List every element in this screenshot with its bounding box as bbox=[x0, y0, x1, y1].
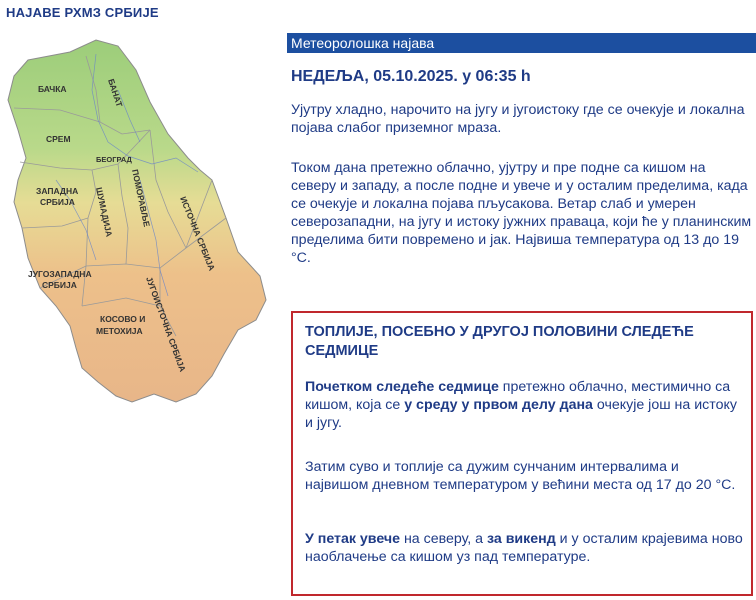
map-label-jugozapadna-srbija: СРБИЈА bbox=[42, 280, 77, 290]
outlook-p1-text2: очекује још на истоку и југу. bbox=[305, 397, 737, 431]
map-label-pomoravlje: ПОМОРАВЉЕ bbox=[130, 168, 153, 228]
outlook-p3-bold1: У петак увече bbox=[305, 531, 401, 547]
map-label-beograd: БЕОГРАД bbox=[96, 155, 132, 164]
map-label-jugozapadna: ЈУГОЗАПАДНА bbox=[28, 269, 92, 279]
outlook-paragraph-early-week bbox=[305, 378, 745, 432]
outlook-p3-bold2: за викенд bbox=[487, 531, 556, 547]
map-label-srem: СРЕМ bbox=[46, 134, 71, 144]
serbia-regions-map bbox=[0, 30, 270, 430]
forecast-paragraph-day: Током дана претежно облачно, ујутру и пре подне са кишом на северу и западу, а после подне и увече и у осталим пределима, када се очекује и локална појава пљусакова. Ветар слаб и умерен северозападни, на југу и истоку јужних праваца, који ће у планинским пределима бити повремено и јак. Највиша температура од 13 до 19 °C. bbox=[291, 160, 752, 266]
site-title: НАЈАВЕ РХМЗ СРБИЈЕ bbox=[6, 5, 159, 20]
map-label-backa: БАЧКА bbox=[38, 84, 67, 94]
map-label-zapadna: ЗАПАДНА bbox=[36, 186, 79, 196]
map-label-metohija: МЕТОХИЈА bbox=[96, 326, 143, 336]
outlook-p3-text1: на северу, а bbox=[400, 531, 487, 547]
map-label-zapadna-srbija: СРБИЈА bbox=[40, 197, 75, 207]
forecast-date: НЕДЕЉА, 05.10.2025. у 06:35 h bbox=[291, 68, 531, 85]
forecast-paragraph-morning: Ујутру хладно, нарочито на југу и југоистоку где се очекује и локална појава слабог приземног мраза. bbox=[291, 102, 745, 136]
outlook-box bbox=[291, 311, 753, 596]
outlook-paragraph-weekend bbox=[305, 530, 745, 566]
map-label-istocna-srbija: ИСТОЧНА СРБИЈА bbox=[178, 195, 218, 273]
map-label-sumadija: ШУМАДИЈА bbox=[94, 186, 115, 238]
map-label-jugoistocna-srbija: ЈУГОИСТОЧНА СРБИЈА bbox=[144, 275, 188, 374]
map-label-kosovo: КОСОВО И bbox=[100, 314, 146, 324]
outlook-p1-bold1: Почетком следеће седмице bbox=[305, 379, 499, 395]
map-label-banat: БАНАТ bbox=[106, 77, 125, 109]
outlook-p1-text1: претежно облачно, местимично са кишом, која се bbox=[305, 379, 731, 413]
forecast-header: Метеоролошка најава bbox=[287, 33, 756, 53]
outlook-paragraph-warming: Затим суво и топлије са дужим сунчаним интервалима и највишом дневном температуром у већини места од 17 до 20 °C. bbox=[305, 459, 736, 493]
outlook-p1-bold2: у среду у првом делу дана bbox=[404, 397, 593, 413]
outlook-title: ТОПЛИЈЕ, ПОСЕБНО У ДРУГОЈ ПОЛОВИНИ СЛЕДЕЋЕ СЕДМИЦЕ bbox=[305, 324, 694, 359]
map-outline bbox=[8, 40, 266, 402]
outlook-p3-text2: и у осталим крајевима ново наоблачење са кишом уз пад температуре. bbox=[305, 531, 743, 565]
